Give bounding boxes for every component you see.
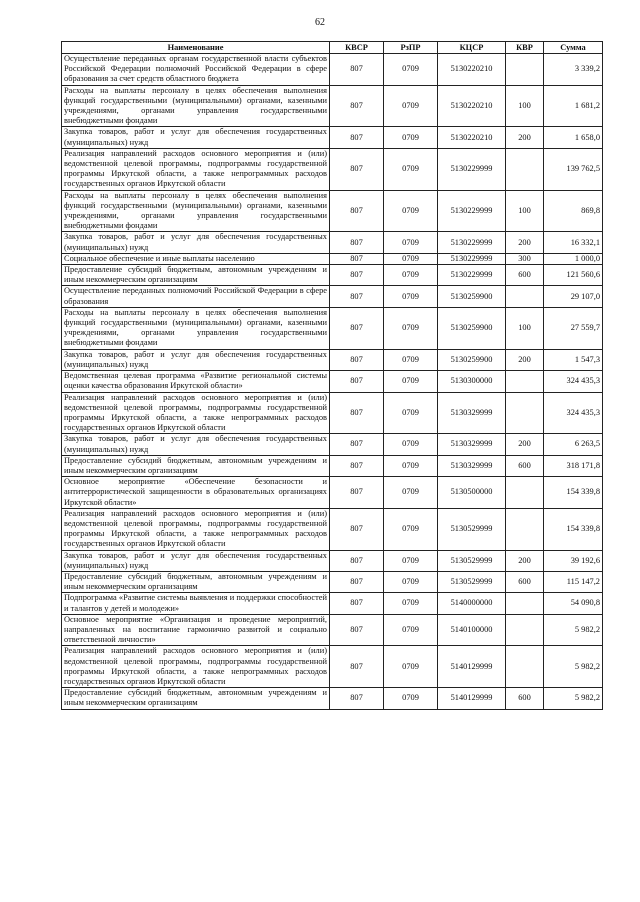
cell-name: Предоставление субсидий бюджетным, автономным учреждениям и иным некоммерческим организациям (62, 688, 330, 709)
cell-kvsr: 807 (330, 148, 384, 190)
cell-kcsr: 5130229999 (438, 253, 506, 264)
cell-name: Реализация направлений расходов основного мероприятия и (или) ведомственной целевой программы, подпрограммы государственной программы Иркутской области, а также непрограммных расходов государственных органов Иркутской области (62, 148, 330, 190)
cell-kcsr: 5130259900 (438, 286, 506, 307)
cell-kcsr: 5130229999 (438, 190, 506, 232)
cell-name: Реализация направлений расходов основного мероприятия и (или) ведомственной целевой программы, подпрограммы государственной программы Иркутской области, а также непрограммных расходов государственных органов Иркутской области (62, 508, 330, 550)
cell-kvr (506, 54, 544, 86)
cell-rzpr: 0709 (384, 434, 438, 455)
cell-kvsr: 807 (330, 614, 384, 646)
cell-rzpr: 0709 (384, 477, 438, 509)
cell-kvsr: 807 (330, 392, 384, 434)
cell-name: Расходы на выплаты персоналу в целях обеспечения выполнения функций государственными (муниципальными) органами, казенными учреждениями, органами управления государственными внебюджетными фондами (62, 190, 330, 232)
cell-kvsr: 807 (330, 434, 384, 455)
cell-kcsr: 5130300000 (438, 371, 506, 392)
cell-kvr: 600 (506, 688, 544, 709)
cell-kvr (506, 593, 544, 614)
cell-name: Предоставление субсидий бюджетным, автономным учреждениям и иным некоммерческим организациям (62, 455, 330, 476)
header-kvr: КВР (506, 42, 544, 54)
table-row (62, 614, 603, 646)
cell-kvr: 200 (506, 127, 544, 148)
cell-kcsr: 5130229999 (438, 148, 506, 190)
header-kvsr: КВСР (330, 42, 384, 54)
cell-kcsr: 5130529999 (438, 508, 506, 550)
cell-rzpr: 0709 (384, 614, 438, 646)
cell-name: Закупка товаров, работ и услуг для обеспечения государственных (муниципальных) нужд (62, 349, 330, 370)
table-row (62, 286, 603, 307)
cell-kvsr: 807 (330, 646, 384, 688)
cell-name: Ведомственная целевая программа «Развитие региональной системы оценки качества образования Иркутской области» (62, 371, 330, 392)
table-header-row (62, 42, 603, 54)
cell-kcsr: 5130259900 (438, 349, 506, 370)
cell-rzpr: 0709 (384, 232, 438, 253)
cell-kvsr: 807 (330, 286, 384, 307)
cell-name: Социальное обеспечение и иные выплаты населению (62, 253, 330, 264)
cell-kcsr: 5130329999 (438, 455, 506, 476)
cell-name: Закупка товаров, работ и услуг для обеспечения государственных (муниципальных) нужд (62, 232, 330, 253)
table-row (62, 392, 603, 434)
table-row (62, 434, 603, 455)
cell-kcsr: 5140000000 (438, 593, 506, 614)
cell-kvsr: 807 (330, 253, 384, 264)
table-row (62, 593, 603, 614)
header-sum: Сумма (544, 42, 603, 54)
cell-kcsr: 5130329999 (438, 434, 506, 455)
cell-kcsr: 5140100000 (438, 614, 506, 646)
cell-sum: 29 107,0 (544, 286, 603, 307)
table-row (62, 232, 603, 253)
cell-kvr (506, 508, 544, 550)
cell-sum: 16 332,1 (544, 232, 603, 253)
cell-rzpr: 0709 (384, 688, 438, 709)
cell-rzpr: 0709 (384, 265, 438, 286)
cell-kcsr: 5130529999 (438, 571, 506, 592)
cell-kvr: 100 (506, 307, 544, 349)
table-row (62, 477, 603, 509)
cell-sum: 154 339,8 (544, 477, 603, 509)
header-kcsr: КЦСР (438, 42, 506, 54)
cell-kcsr: 5130220210 (438, 127, 506, 148)
cell-kvsr: 807 (330, 265, 384, 286)
cell-kvsr: 807 (330, 349, 384, 370)
cell-kvsr: 807 (330, 232, 384, 253)
table-body (62, 54, 603, 710)
cell-kcsr: 5130229999 (438, 265, 506, 286)
cell-kvr (506, 371, 544, 392)
cell-rzpr: 0709 (384, 571, 438, 592)
cell-kvsr: 807 (330, 127, 384, 148)
table-row (62, 190, 603, 232)
cell-sum: 1 547,3 (544, 349, 603, 370)
cell-kvr: 200 (506, 232, 544, 253)
cell-kcsr: 5130220210 (438, 54, 506, 86)
budget-table (61, 41, 603, 710)
table-row (62, 371, 603, 392)
cell-sum: 318 171,8 (544, 455, 603, 476)
table-row (62, 508, 603, 550)
cell-name: Закупка товаров, работ и услуг для обеспечения государственных (муниципальных) нужд (62, 127, 330, 148)
cell-kcsr: 5140129999 (438, 688, 506, 709)
cell-kvr (506, 148, 544, 190)
cell-kcsr: 5130529999 (438, 550, 506, 571)
cell-kcsr: 5130229999 (438, 232, 506, 253)
cell-sum: 5 982,2 (544, 688, 603, 709)
cell-kvr: 200 (506, 349, 544, 370)
table-row (62, 85, 603, 127)
cell-kvr (506, 392, 544, 434)
cell-rzpr: 0709 (384, 190, 438, 232)
cell-kvsr: 807 (330, 455, 384, 476)
table-row (62, 349, 603, 370)
cell-kcsr: 5130220210 (438, 85, 506, 127)
header-rzpr: РзПР (384, 42, 438, 54)
cell-rzpr: 0709 (384, 508, 438, 550)
cell-sum: 3 339,2 (544, 54, 603, 86)
cell-name: Закупка товаров, работ и услуг для обеспечения государственных (муниципальных) нужд (62, 434, 330, 455)
cell-sum: 1 658,0 (544, 127, 603, 148)
cell-name: Подпрограмма «Развитие системы выявления и поддержки способностей и талантов у детей и молодежи» (62, 593, 330, 614)
cell-sum: 324 435,3 (544, 371, 603, 392)
cell-sum: 5 982,2 (544, 614, 603, 646)
cell-rzpr: 0709 (384, 646, 438, 688)
cell-rzpr: 0709 (384, 550, 438, 571)
cell-kvsr: 807 (330, 550, 384, 571)
cell-kvr: 600 (506, 571, 544, 592)
cell-name: Расходы на выплаты персоналу в целях обеспечения выполнения функций государственными (муниципальными) органами, казенными учреждениями, органами управления государственными внебюджетными фондами (62, 307, 330, 349)
cell-kvr: 100 (506, 190, 544, 232)
table-row (62, 571, 603, 592)
cell-sum: 115 147,2 (544, 571, 603, 592)
cell-rzpr: 0709 (384, 455, 438, 476)
table-row (62, 550, 603, 571)
cell-rzpr: 0709 (384, 307, 438, 349)
header-name: Наименование (62, 42, 330, 54)
cell-rzpr: 0709 (384, 349, 438, 370)
table-row (62, 127, 603, 148)
cell-sum: 121 560,6 (544, 265, 603, 286)
cell-name: Основное мероприятие «Обеспечение безопасности и антитеррористической защищенности в образовательных организациях Иркутской области» (62, 477, 330, 509)
cell-sum: 39 192,6 (544, 550, 603, 571)
cell-name: Реализация направлений расходов основного мероприятия и (или) ведомственной целевой программы, подпрограммы государственной программы Иркутской области, а также непрограммных расходов государственных органов Иркутской области (62, 646, 330, 688)
cell-kvsr: 807 (330, 307, 384, 349)
cell-sum: 139 762,5 (544, 148, 603, 190)
table-row (62, 54, 603, 86)
cell-kvsr: 807 (330, 508, 384, 550)
cell-kvr (506, 614, 544, 646)
table-row (62, 455, 603, 476)
cell-kvr: 300 (506, 253, 544, 264)
table-row (62, 688, 603, 709)
table-row (62, 646, 603, 688)
cell-name: Закупка товаров, работ и услуг для обеспечения государственных (муниципальных) нужд (62, 550, 330, 571)
cell-rzpr: 0709 (384, 148, 438, 190)
cell-rzpr: 0709 (384, 593, 438, 614)
cell-rzpr: 0709 (384, 54, 438, 86)
cell-rzpr: 0709 (384, 253, 438, 264)
cell-sum: 1 681,2 (544, 85, 603, 127)
cell-name: Предоставление субсидий бюджетным, автономным учреждениям и иным некоммерческим организациям (62, 265, 330, 286)
cell-kvsr: 807 (330, 688, 384, 709)
cell-kcsr: 5130259900 (438, 307, 506, 349)
cell-name: Реализация направлений расходов основного мероприятия и (или) ведомственной целевой программы, подпрограммы государственной программы Иркутской области, а также непрограммных расходов государственных органов Иркутской области (62, 392, 330, 434)
cell-sum: 1 000,0 (544, 253, 603, 264)
cell-kvsr: 807 (330, 85, 384, 127)
cell-kvr: 600 (506, 265, 544, 286)
cell-kvr (506, 286, 544, 307)
cell-name: Расходы на выплаты персоналу в целях обеспечения выполнения функций государственными (муниципальными) органами, казенными учреждениями, органами управления государственными внебюджетными фондами (62, 85, 330, 127)
cell-rzpr: 0709 (384, 127, 438, 148)
cell-kvr: 600 (506, 455, 544, 476)
cell-kvsr: 807 (330, 477, 384, 509)
table-row (62, 307, 603, 349)
cell-kvsr: 807 (330, 54, 384, 86)
cell-rzpr: 0709 (384, 371, 438, 392)
cell-kvr: 200 (506, 434, 544, 455)
table-row (62, 148, 603, 190)
table-row (62, 265, 603, 286)
table-row (62, 253, 603, 264)
cell-kvsr: 807 (330, 371, 384, 392)
cell-kvsr: 807 (330, 190, 384, 232)
cell-sum: 54 090,8 (544, 593, 603, 614)
cell-name: Осуществление переданных полномочий Российской Федерации в сфере образования (62, 286, 330, 307)
cell-sum: 324 435,3 (544, 392, 603, 434)
cell-rzpr: 0709 (384, 85, 438, 127)
cell-sum: 869,8 (544, 190, 603, 232)
cell-kcsr: 5140129999 (438, 646, 506, 688)
cell-name: Осуществление переданных органам государственной власти субъектов Российской Федерации полномочий Российской Федерации в сфере образования за счет средств областного бюджета (62, 54, 330, 86)
cell-kcsr: 5130329999 (438, 392, 506, 434)
page-number: 62 (315, 17, 325, 28)
cell-kcsr: 5130500000 (438, 477, 506, 509)
cell-sum: 5 982,2 (544, 646, 603, 688)
cell-kvr: 200 (506, 550, 544, 571)
cell-kvr: 100 (506, 85, 544, 127)
cell-kvr (506, 646, 544, 688)
cell-name: Основное мероприятие «Организация и проведение мероприятий, направленных на воспитание гармонично развитой и социально ответственной личности» (62, 614, 330, 646)
cell-rzpr: 0709 (384, 392, 438, 434)
cell-sum: 27 559,7 (544, 307, 603, 349)
cell-kvsr: 807 (330, 593, 384, 614)
cell-sum: 6 263,5 (544, 434, 603, 455)
cell-rzpr: 0709 (384, 286, 438, 307)
cell-kvsr: 807 (330, 571, 384, 592)
cell-sum: 154 339,8 (544, 508, 603, 550)
cell-kvr (506, 477, 544, 509)
cell-name: Предоставление субсидий бюджетным, автономным учреждениям и иным некоммерческим организациям (62, 571, 330, 592)
